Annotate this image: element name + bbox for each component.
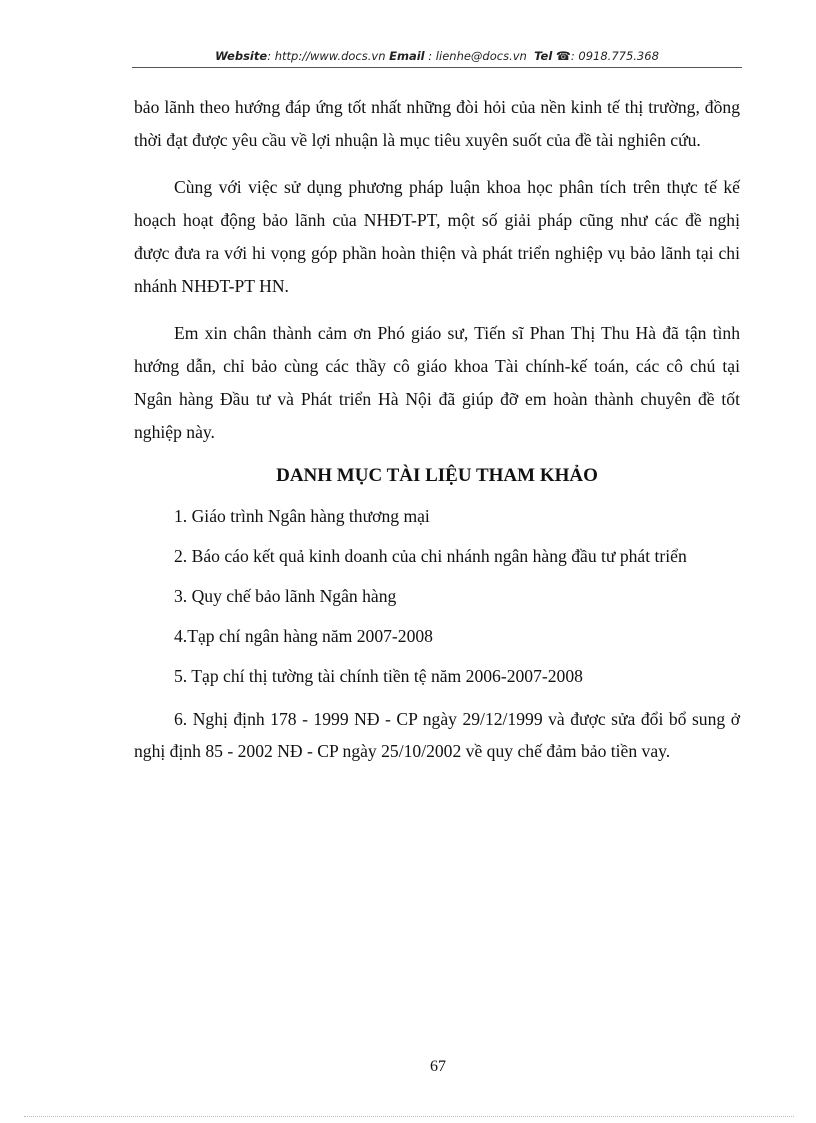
page-number: 67	[430, 1058, 446, 1075]
paragraph-acknowledgement: Em xin chân thành cảm ơn Phó giáo sư, Tiến sĩ Phan Thị Thu Hà đã tận tình hướng dẫn, chỉ bảo cùng các thầy cô giáo khoa Tài chính-kế toán, các cô chú tại Ngân hàng Đầu tư và Phát triển Hà Nội đã giúp đỡ em hoàn thành chuyên đề tốt nghiệp này.	[134, 323, 740, 442]
reference-item: 6. Nghị định 178 - 1999 NĐ - CP ngày 29/12/1999 và được sửa đổi bổ sung ở nghị định 85 - 2002 NĐ - CP ngày 25/10/2002 về quy chế đảm bảo tiền vay.	[134, 709, 740, 761]
tel-value: : 0918.775.368	[570, 49, 659, 63]
website-label: Website	[215, 49, 268, 63]
paragraph-continuation: bảo lãnh theo hướng đáp ứng tốt nhất những đòi hỏi của nền kinh tế thị trường, đồng thời đạt được yêu cầu về lợi nhuận là mục tiêu xuyên suốt của đề tài nghiên cứu.	[134, 97, 740, 150]
tel-label: Tel	[534, 49, 553, 63]
paragraph-methodology: Cùng với việc sử dụng phương pháp luận khoa học phân tích trên thực tế kế hoạch hoạt động bảo lãnh của NHĐT-PT, một số giải pháp cũng như các đề nghị được đưa ra với hi vọng góp phần hoàn thiện và phát triển nghiệp vụ bảo lãnh tại chi nhánh NHĐT-PT HN.	[134, 177, 740, 296]
email-label: Email	[389, 49, 425, 63]
phone-icon: ☎	[555, 49, 571, 63]
reference-item: 2. Báo cáo kết quả kinh doanh của chi nhánh ngân hàng đầu tư phát triển	[174, 546, 687, 566]
reference-item: 5. Tạp chí thị tường tài chính tiền tệ năm 2006-2007-2008	[174, 666, 583, 686]
email-value: : lienhe@docs.vn	[428, 49, 527, 63]
reference-item: 3. Quy chế bảo lãnh Ngân hàng	[174, 586, 397, 606]
page-header	[132, 47, 742, 69]
reference-item: 4.Tạp chí ngân hàng năm 2007-2008	[174, 626, 433, 646]
references-title: DANH MỤC TÀI LIỆU THAM KHẢO	[276, 465, 598, 486]
page-body	[134, 91, 740, 781]
bottom-divider	[24, 1116, 794, 1117]
website-value: : http://www.docs.vn	[267, 49, 386, 63]
header-divider	[132, 67, 742, 68]
reference-item: 1. Giáo trình Ngân hàng thương mại	[174, 506, 430, 526]
